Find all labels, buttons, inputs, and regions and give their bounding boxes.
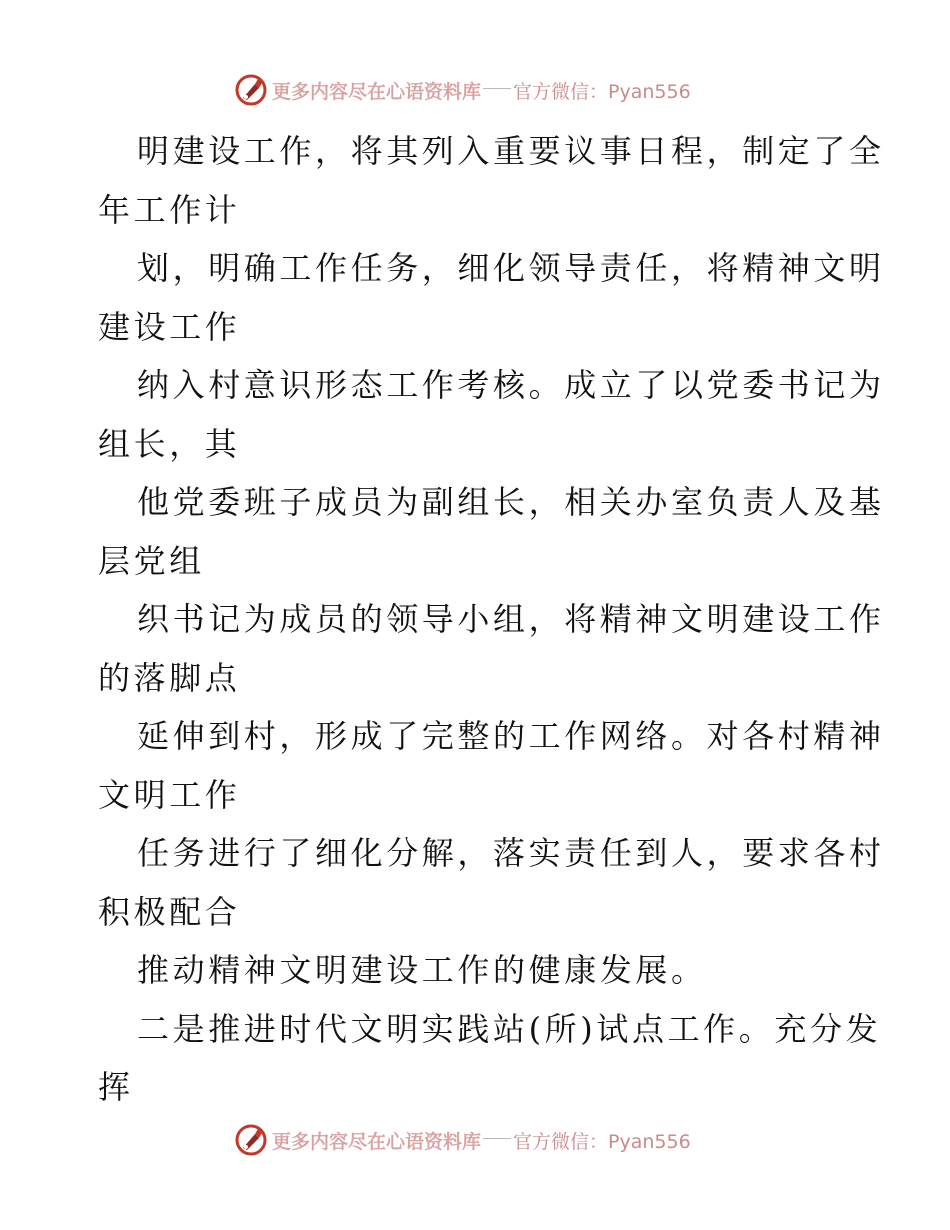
text-line: 明建设工作，将其列入重要议事日程，制定了全: [137, 132, 885, 170]
text-line: 建设工作: [98, 307, 241, 346]
text-line: 年工作计: [98, 190, 241, 229]
text-line: 他党委班子成员为副组长，相关办室负责人及基: [137, 483, 885, 521]
footer-banner: [234, 1123, 714, 1157]
pen-logo-icon: [234, 73, 268, 107]
text-line: 任务进行了细化分解，落实责任到人，要求各村: [137, 834, 885, 872]
header-banner-wechat: 官方微信：Pyan556: [513, 80, 691, 103]
text-line: 推动精神文明建设工作的健康发展。: [137, 951, 707, 989]
document-body: [98, 122, 885, 1117]
text-line: 组长，其: [98, 424, 241, 463]
text-line: 划，明确工作任务，细化领导责任，将精神文明: [137, 249, 885, 287]
header-banner: [234, 73, 714, 107]
text-line: 延伸到村，形成了完整的工作网络。对各村精神: [137, 717, 885, 755]
text-line: 挥: [98, 1068, 134, 1106]
header-banner-title: 更多内容尽在心语资料库: [272, 80, 482, 103]
text-line: 二是推进时代文明实践站(所)试点工作。充分发: [137, 1009, 882, 1048]
text-line: 文明工作: [98, 775, 241, 814]
footer-banner-title: 更多内容尽在心语资料库: [272, 1130, 482, 1153]
text-line: 纳入村意识形态工作考核。成立了以党委书记为: [137, 366, 885, 404]
footer-banner-separator: [483, 1138, 511, 1139]
text-line: 层党组: [98, 541, 205, 580]
pen-logo-icon: [234, 1123, 268, 1157]
text-line: 的落脚点: [98, 658, 241, 697]
text-line: 织书记为成员的领导小组，将精神文明建设工作: [137, 600, 885, 638]
text-line: 积极配合: [98, 892, 241, 931]
header-banner-separator: [483, 88, 511, 89]
footer-banner-wechat: 官方微信：Pyan556: [513, 1130, 691, 1153]
